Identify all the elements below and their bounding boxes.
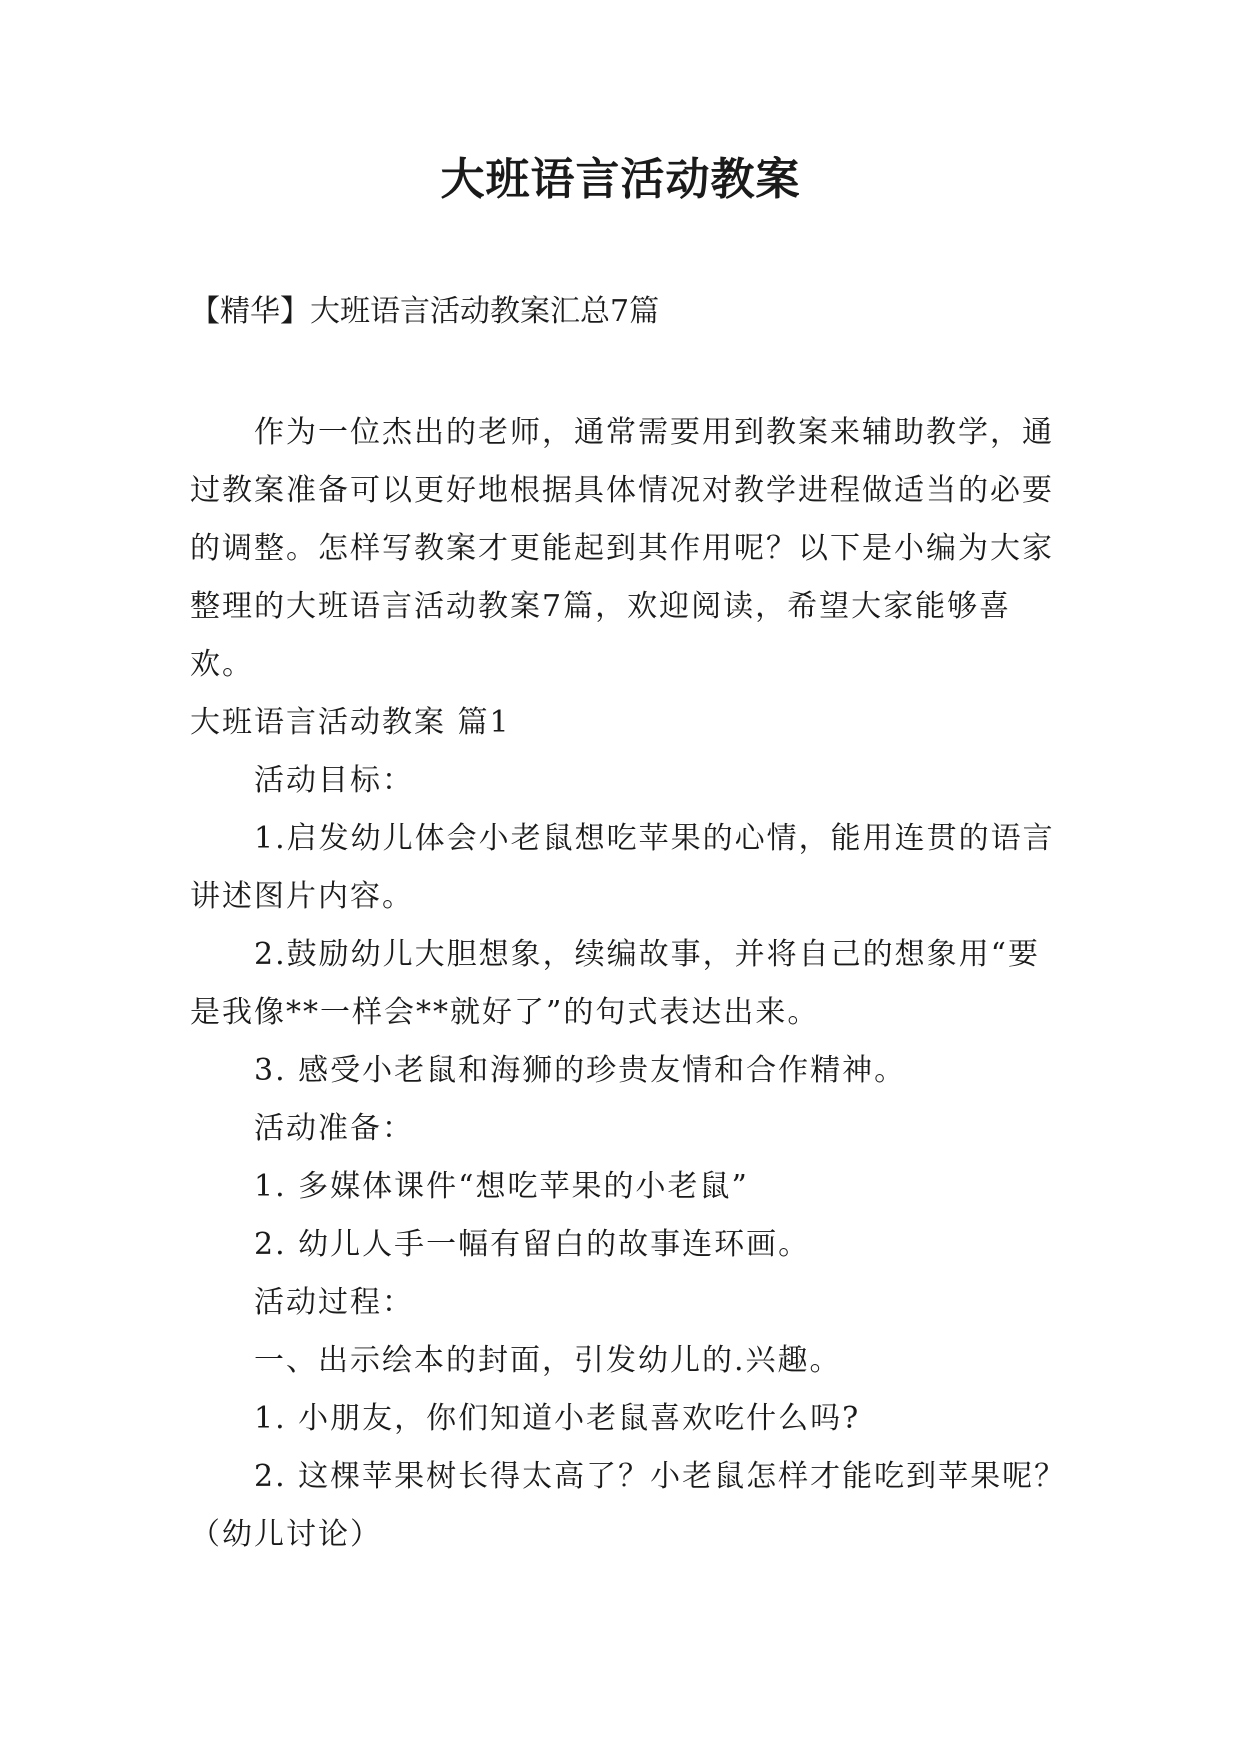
goal-item: 1.启发幼儿体会小老鼠想吃苹果的心情，能用连贯的语言讲述图片内容。 [190,821,1055,914]
goals-label: 活动目标： [254,763,414,798]
document-title: 大班语言活动教案 [440,154,801,205]
process-step: 一、出示绘本的封面，引发幼儿的.兴趣。 [254,1343,842,1378]
prep-item: 2. 幼儿人手一幅有留白的故事连环画。 [254,1227,811,1262]
document-subtitle: 【精华】大班语言活动教案汇总7篇 [190,294,660,329]
goal-item: 2.鼓励幼儿大胆想象，续编故事，并将自己的想象用“要是我像**一样会**就好了”的句式表达出来。 [190,937,1040,1030]
prep-label: 活动准备： [254,1111,414,1146]
prep-item: 1. 多媒体课件“想吃苹果的小老鼠” [254,1169,749,1204]
question-item: 1. 小朋友，你们知道小老鼠喜欢吃什么吗? [254,1401,861,1436]
question-item: 2. 这棵苹果树长得太高了？小老鼠怎样才能吃到苹果呢？（幼儿讨论） [190,1459,1067,1552]
intro-paragraph: 作为一位杰出的老师，通常需要用到教案来辅助教学，通过教案准备可以更好地根据具体情况对教学进程做适当的必要的调整。怎样写教案才更能起到其作用呢？以下是小编为大家整理的大班语言活动教案7篇，欢迎阅读，希望大家能够喜欢。 [190,415,1054,682]
goal-item: 3. 感受小老鼠和海狮的珍贵友情和合作精神。 [254,1053,907,1088]
process-label: 活动过程： [254,1285,414,1320]
document-body [190,404,1070,1564]
section-heading: 大班语言活动教案 篇1 [190,705,511,740]
